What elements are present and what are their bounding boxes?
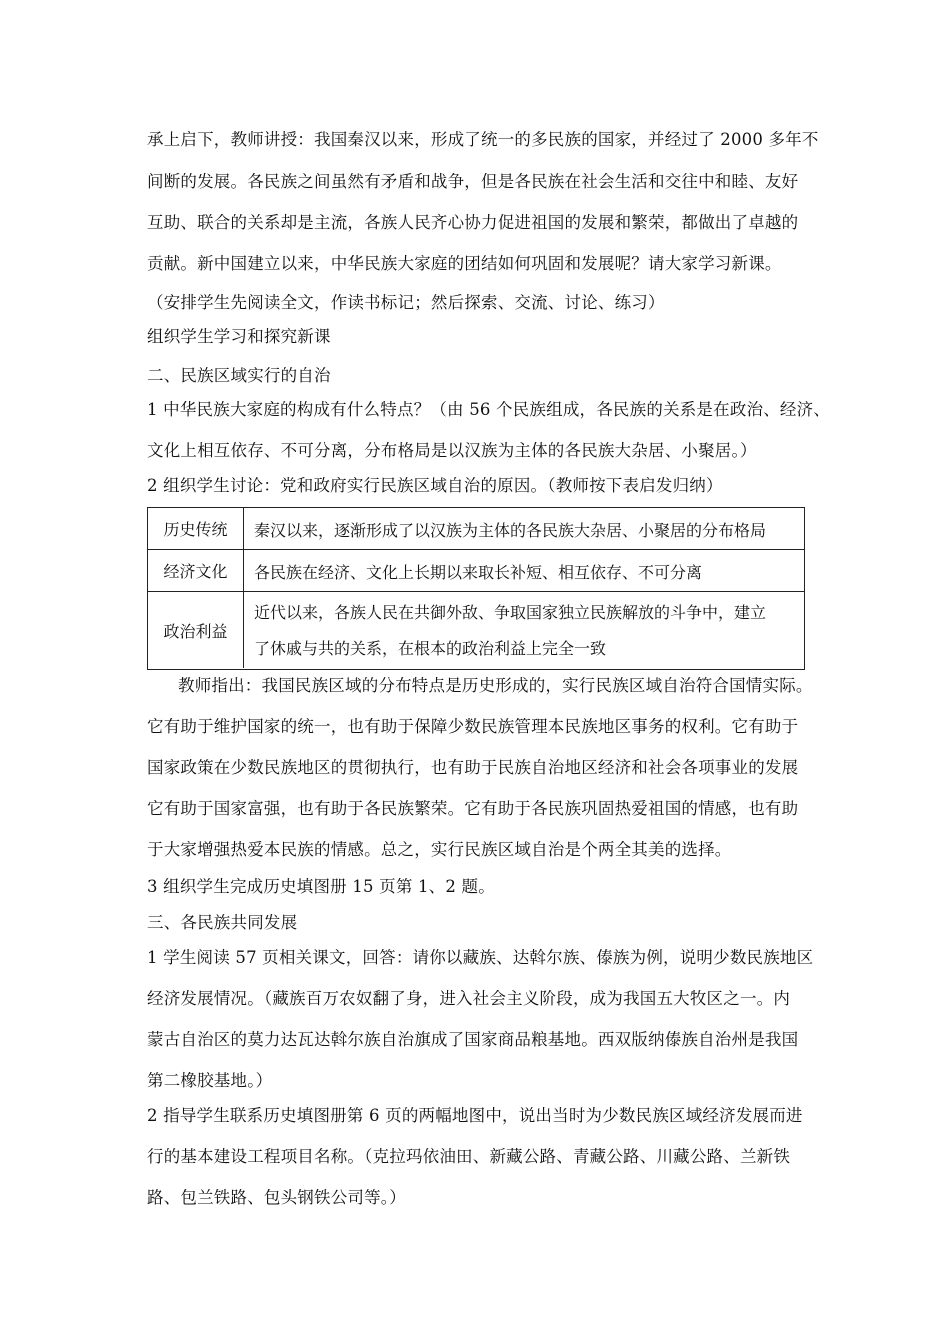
paragraph-line: 互助、联合的关系却是主流，各族人民齐心协力促进祖国的发展和繁荣，都做出了卓越的: [147, 213, 799, 232]
section-heading: 二、民族区域实行的自治: [147, 366, 331, 385]
row-content: 了休戚与共的关系，在根本的政治利益上完全一致: [254, 639, 607, 658]
row-content: 近代以来，各族人民在共御外敌、争取国家独立民族解放的斗争中，建立: [254, 603, 767, 622]
question-line: 第二橡胶基地。）: [147, 1071, 273, 1090]
question-line: 蒙古自治区的莫力达瓦达斡尔族自治旗成了国家商品粮基地。西双版纳傣族自治州是我国: [147, 1030, 799, 1049]
question-line: 文化上相互依存、不可分离，分布格局是以汉族为主体的各民族大杂居、小聚居。）: [147, 441, 757, 460]
section-heading: 三、各民族共同发展: [147, 913, 298, 932]
paragraph-line: 教师指出：我国民族区域的分布特点是历史形成的，实行民族区域自治符合国情实际。: [178, 676, 813, 695]
question-line: 2 组织学生讨论：党和政府实行民族区域自治的原因。（教师按下表启发归纳）: [147, 476, 723, 495]
question-line: 行的基本建设工程项目名称。（克拉玛依油田、新藏公路、青藏公路、川藏公路、兰新铁: [147, 1147, 791, 1166]
paragraph-line: 它有助于维护国家的统一，也有助于保障少数民族管理本民族地区事务的权利。它有助于: [147, 717, 799, 736]
question-line: 1 中华民族大家庭的构成有什么特点？（由 56 个民族组成，各民族的关系是在政治、经济、: [147, 400, 831, 419]
paragraph-line: 承上启下，教师讲授：我国秦汉以来，形成了统一的多民族的国家，并经过了 2000 多年不: [147, 130, 819, 149]
question-line: 路、包兰铁路、包头钢铁公司等。）: [147, 1188, 406, 1207]
question-line: 经济发展情况。（藏族百万农奴翻了身，进入社会主义阶段，成为我国五大牧区之一。内: [147, 989, 791, 1008]
table-row: [148, 508, 804, 550]
row-header: 政治利益: [148, 592, 244, 668]
paragraph-line: 贡献。新中国建立以来，中华民族大家庭的团结如何巩固和发展呢？请大家学习新课。: [147, 254, 782, 273]
section-line: 组织学生学习和探究新课: [147, 327, 331, 346]
question-line: 2 指导学生联系历史填图册第 6 页的两幅地图中，说出当时为少数民族区域经济发展而进: [147, 1106, 803, 1125]
row-content: 秦汉以来，逐渐形成了以汉族为主体的各民族大杂居、小聚居的分布格局: [254, 521, 767, 540]
row-content: 各民族在经济、文化上长期以来取长补短、相互依存、不可分离: [254, 563, 703, 582]
paragraph-line: 间断的发展。各民族之间虽然有矛盾和战争，但是各民族在社会生活和交往中和睦、友好: [147, 172, 799, 191]
task-line: 3 组织学生完成历史填图册 15 页第 1、2 题。: [147, 877, 495, 896]
paragraph-line: 于大家增强热爱本民族的情感。总之，实行民族区域自治是个两全其美的选择。: [147, 840, 732, 859]
row-header: 历史传统: [148, 508, 244, 549]
row-header: 经济文化: [148, 550, 244, 591]
note-line: （安排学生先阅读全文，作读书标记；然后探索、交流、讨论、练习）: [147, 293, 665, 312]
question-line: 1 学生阅读 57 页相关课文，回答：请你以藏族、达斡尔族、傣族为例，说明少数民族地区: [147, 948, 814, 967]
table-row: [148, 550, 804, 592]
paragraph-line: 国家政策在少数民族地区的贯彻执行，也有助于民族自治地区经济和社会各项事业的发展: [147, 758, 799, 777]
table-row: [148, 592, 804, 668]
paragraph-line: 它有助于国家富强，也有助于各民族繁荣。它有助于各民族巩固热爱祖国的情感，也有助: [147, 799, 799, 818]
reasons-table: [147, 507, 805, 670]
